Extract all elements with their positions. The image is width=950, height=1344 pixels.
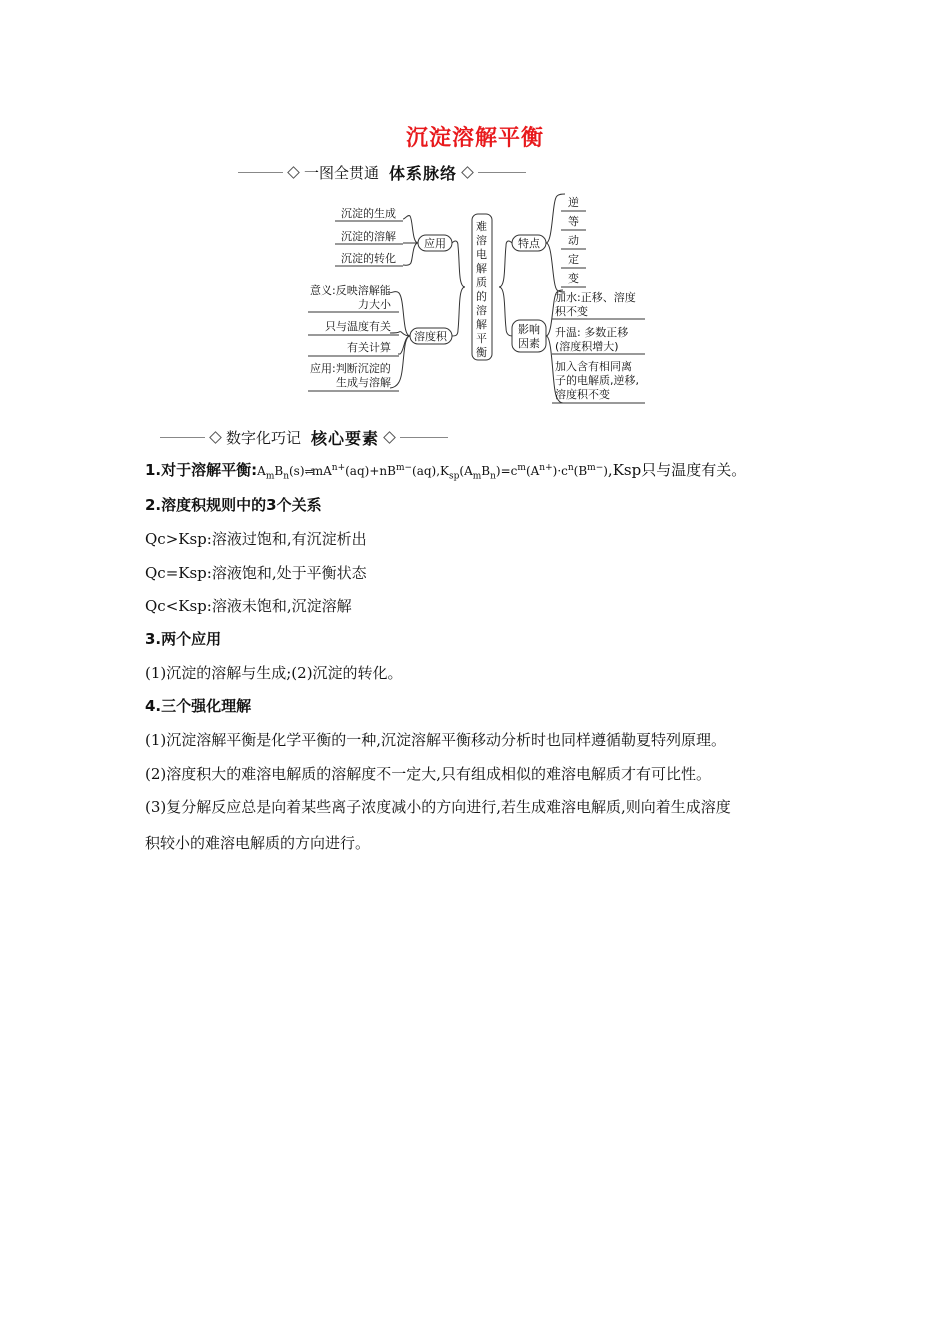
center-node <box>476 219 487 359</box>
factor-item: 升温: 多数正移 <box>555 326 629 339</box>
feature-item: 变 <box>568 272 579 285</box>
point-2-heading <box>145 494 322 515</box>
point-4-text: (3)复分解反应总是向着某些离子浓度减小的方向进行,若生成难溶电解质,则向着生成溶度 <box>145 798 731 816</box>
feature-item: 逆 <box>568 196 579 209</box>
point-heading: 1.对于溶解平衡: <box>145 461 258 479</box>
page-title: 沉淀溶解平衡 <box>405 126 544 151</box>
ksp-item: 有关计算 <box>347 341 391 354</box>
feature-item: 定 <box>568 253 579 266</box>
factor-item: (溶度积增大) <box>555 340 619 353</box>
center-char: 难 <box>476 220 487 233</box>
ksp-rule: Qc<Ksp:溶液未饱和,沉淀溶解 <box>145 597 352 615</box>
center-char: 电 <box>476 248 487 261</box>
point-1 <box>145 459 746 481</box>
feature-node: 特点 <box>518 237 540 250</box>
factor-item: 子的电解质,逆移, <box>555 374 639 387</box>
factor-node: 因素 <box>518 337 540 350</box>
center-char: 平 <box>476 332 487 345</box>
section-banner-core <box>160 425 448 449</box>
center-char: 质 <box>476 276 487 289</box>
point-3-heading <box>145 628 221 649</box>
ksp-node: 溶度积 <box>414 330 447 343</box>
ksp-rule: Qc=Ksp:溶液饱和,处于平衡状态 <box>145 564 367 582</box>
ksp-item: 生成与溶解 <box>336 376 391 389</box>
banner-lead: 一图全贯通 <box>304 163 380 182</box>
apply-item: 沉淀的溶解 <box>341 230 396 243</box>
center-char: 的 <box>476 290 487 303</box>
factor-item: 加水:正移、溶度 <box>555 291 636 304</box>
point-4-text: 积较小的难溶电解质的方向进行。 <box>145 834 371 852</box>
factor-item: 积不变 <box>555 305 588 318</box>
point-text: ,Ksp只与温度有关。 <box>607 461 747 479</box>
factor-item: 加入含有相同离 <box>555 360 632 373</box>
apply-node: 应用 <box>424 237 446 250</box>
ksp-rule: Qc>Ksp:溶液过饱和,有沉淀析出 <box>145 530 367 548</box>
factor-node: 影响 <box>518 323 540 336</box>
concept-map <box>0 0 950 420</box>
point-heading: 3.两个应用 <box>145 630 222 648</box>
factor-item: 溶度积不变 <box>555 388 610 401</box>
diamond-icon <box>209 431 222 444</box>
point-3-text: (1)沉淀的溶解与生成;(2)沉淀的转化。 <box>145 664 403 682</box>
ksp-item: 力大小 <box>358 298 391 311</box>
center-char: 溶 <box>476 234 487 247</box>
ksp-item: 只与温度有关 <box>325 320 391 333</box>
feature-item: 等 <box>568 215 579 228</box>
ksp-item: 应用:判断沉淀的 <box>310 362 391 375</box>
center-char: 解 <box>476 318 487 331</box>
diamond-icon <box>383 431 396 444</box>
equilibrium-equation: $A_mB_n(s)\rightleftharpoons mA^{n+}(aq)+nB^{m-}(aq),K_{sp}(A_mB_n)=c^m(A^{n+})\cdot c^n(B^{m-})$ <box>257 463 608 482</box>
apply-item: 沉淀的转化 <box>341 252 396 265</box>
point-4-heading <box>145 695 251 716</box>
point-4-text: (2)溶度积大的难溶电解质的溶解度不一定大,只有组成相似的难溶电解质才有可比性。 <box>145 765 712 783</box>
center-char: 解 <box>476 262 487 275</box>
center-char: 衡 <box>476 346 487 359</box>
banner-lead: 数字化巧记 <box>226 428 302 447</box>
banner-title: 体系脉络 <box>389 163 458 183</box>
feature-item: 动 <box>568 234 579 247</box>
center-char: 溶 <box>476 304 487 317</box>
ksp-item: 意义:反映溶解能 <box>310 284 391 297</box>
apply-item: 沉淀的生成 <box>341 207 396 220</box>
point-4-text: (1)沉淀溶解平衡是化学平衡的一种,沉淀溶解平衡移动分析时也同样遵循勒夏特列原理。 <box>145 731 727 749</box>
banner-title: 核心要素 <box>311 428 380 448</box>
point-heading: 2.溶度积规则中的3个关系 <box>145 496 322 514</box>
point-heading: 4.三个强化理解 <box>145 697 252 715</box>
